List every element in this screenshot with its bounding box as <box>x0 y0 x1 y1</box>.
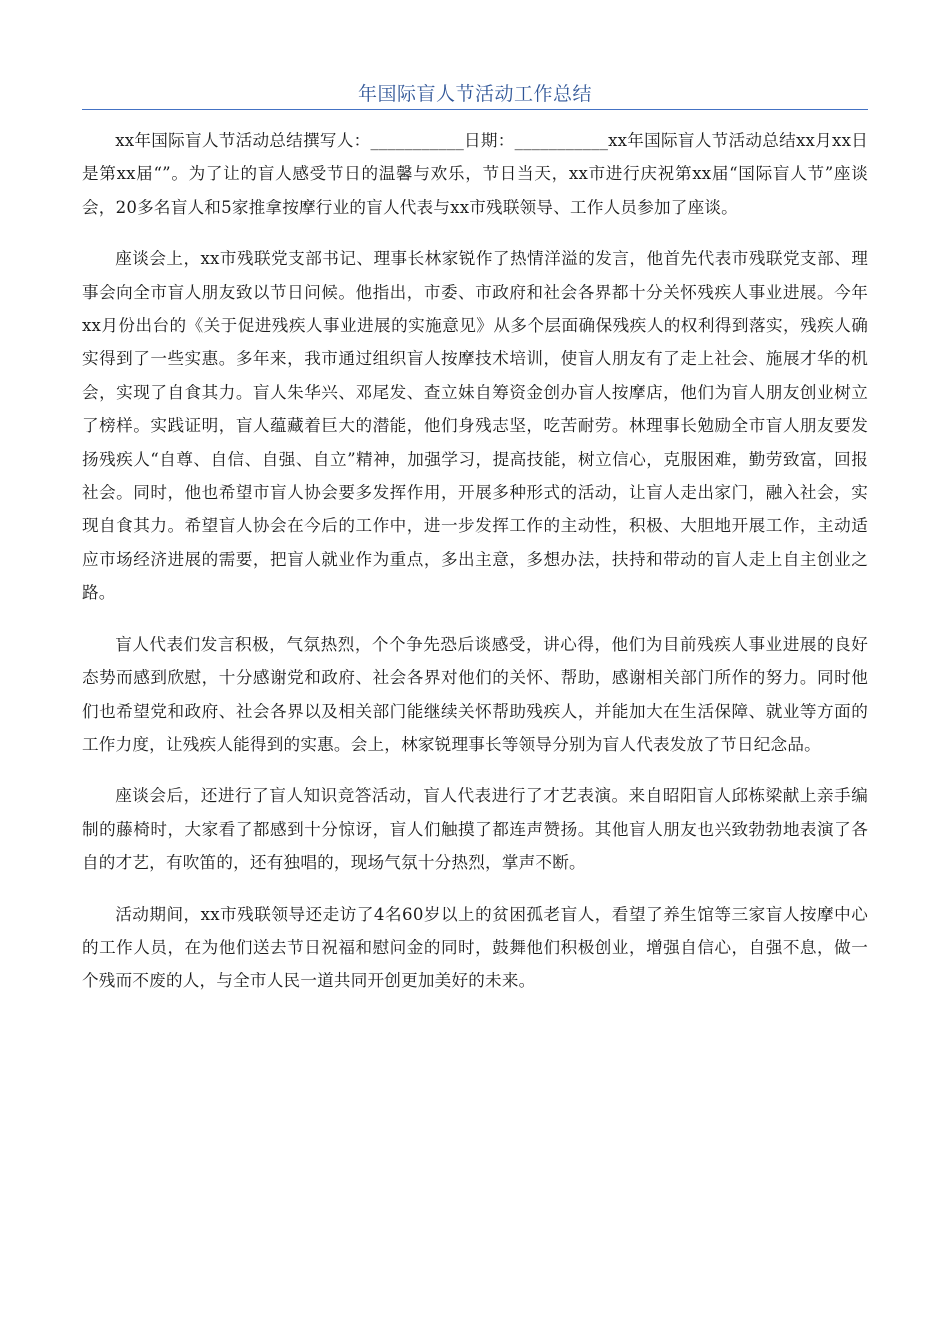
paragraph-intro: xx年国际盲人节活动总结撰写人：___________日期：___________xx年国际盲人节活动总结xx月xx日是第xx届“”。为了让的盲人感受节日的温馨与欢乐，节日当天，xx市进行庆祝第xx届“国际盲人节”座谈会，20多名盲人和5家推拿按摩行业的盲人代表与xx市残联领导、工作人员参加了座谈。 <box>82 131 868 217</box>
document-body <box>82 124 868 1016</box>
paragraph-speech: 座谈会上，xx市残联党支部书记、理事长林家锐作了热情洋溢的发言，他首先代表市残联党支部、理事会向全市盲人朋友致以节日问候。他指出，市委、市政府和社会各界都十分关怀残疾人事业进展。今年xx月份出台的《关于促进残疾人事业进展的实施意见》从多个层面确保残疾人的权利得到落实，残疾人确实得到了一些实惠。多年来，我市通过组织盲人按摩技术培训，使盲人朋友有了走上社会、施展才华的机会，实现了自食其力。盲人朱华兴、邓尾发、查立妹自筹资金创办盲人按摩店，他们为盲人朋友创业树立了榜样。实践证明，盲人蕴藏着巨大的潜能，他们身残志坚，吃苦耐劳。林理事长勉励全市盲人朋友要发扬残疾人“自尊、自信、自强、自立”精神，加强学习，提高技能，树立信心，克服困难，勤劳致富，回报社会。同时，他也希望市盲人协会要多发挥作用，开展多种形式的活动，让盲人走出家门，融入社会，实现自食其力。希望盲人协会在今后的工作中，进一步发挥工作的主动性，积极、大胆地开展工作，主动适应市场经济进展的需要，把盲人就业作为重点，多出主意，多想办法，扶持和带动的盲人走上自主创业之路。 <box>82 249 868 603</box>
paragraph-activities: 座谈会后，还进行了盲人知识竞答活动，盲人代表进行了才艺表演。来自昭阳盲人邱栋梁献上亲手编制的藤椅时，大家看了都感到十分惊讶，盲人们触摸了都连声赞扬。其他盲人朋友也兴致勃勃地表演了各自的才艺，有吹笛的，还有独唱的，现场气氛十分热烈，掌声不断。 <box>82 786 868 873</box>
document-title: 年国际盲人节活动工作总结 <box>357 83 592 105</box>
paragraph-visits: 活动期间，xx市残联领导还走访了4名60岁以上的贫困孤老盲人，看望了养生馆等三家盲人按摩中心的工作人员，在为他们送去节日祝福和慰问金的同时，鼓舞他们积极创业，增强自信心，自强不息，做一个残而不废的人，与全市人民一道共同开创更加美好的未来。 <box>82 904 868 991</box>
document-header <box>82 80 868 108</box>
header-divider <box>82 109 868 110</box>
paragraph-representatives: 盲人代表们发言积极，气氛热烈，个个争先恐后谈感受，讲心得，他们为目前残疾人事业进展的良好态势而感到欣慰，十分感谢党和政府、社会各界对他们的关怀、帮助，感谢相关部门所作的努力。同时他们也希望党和政府、社会各界以及相关部门能继续关怀帮助残疾人，并能加大在生活保障、就业等方面的工作力度，让残疾人能得到的实惠。会上，林家锐理事长等领导分别为盲人代表发放了节日纪念品。 <box>82 634 868 754</box>
